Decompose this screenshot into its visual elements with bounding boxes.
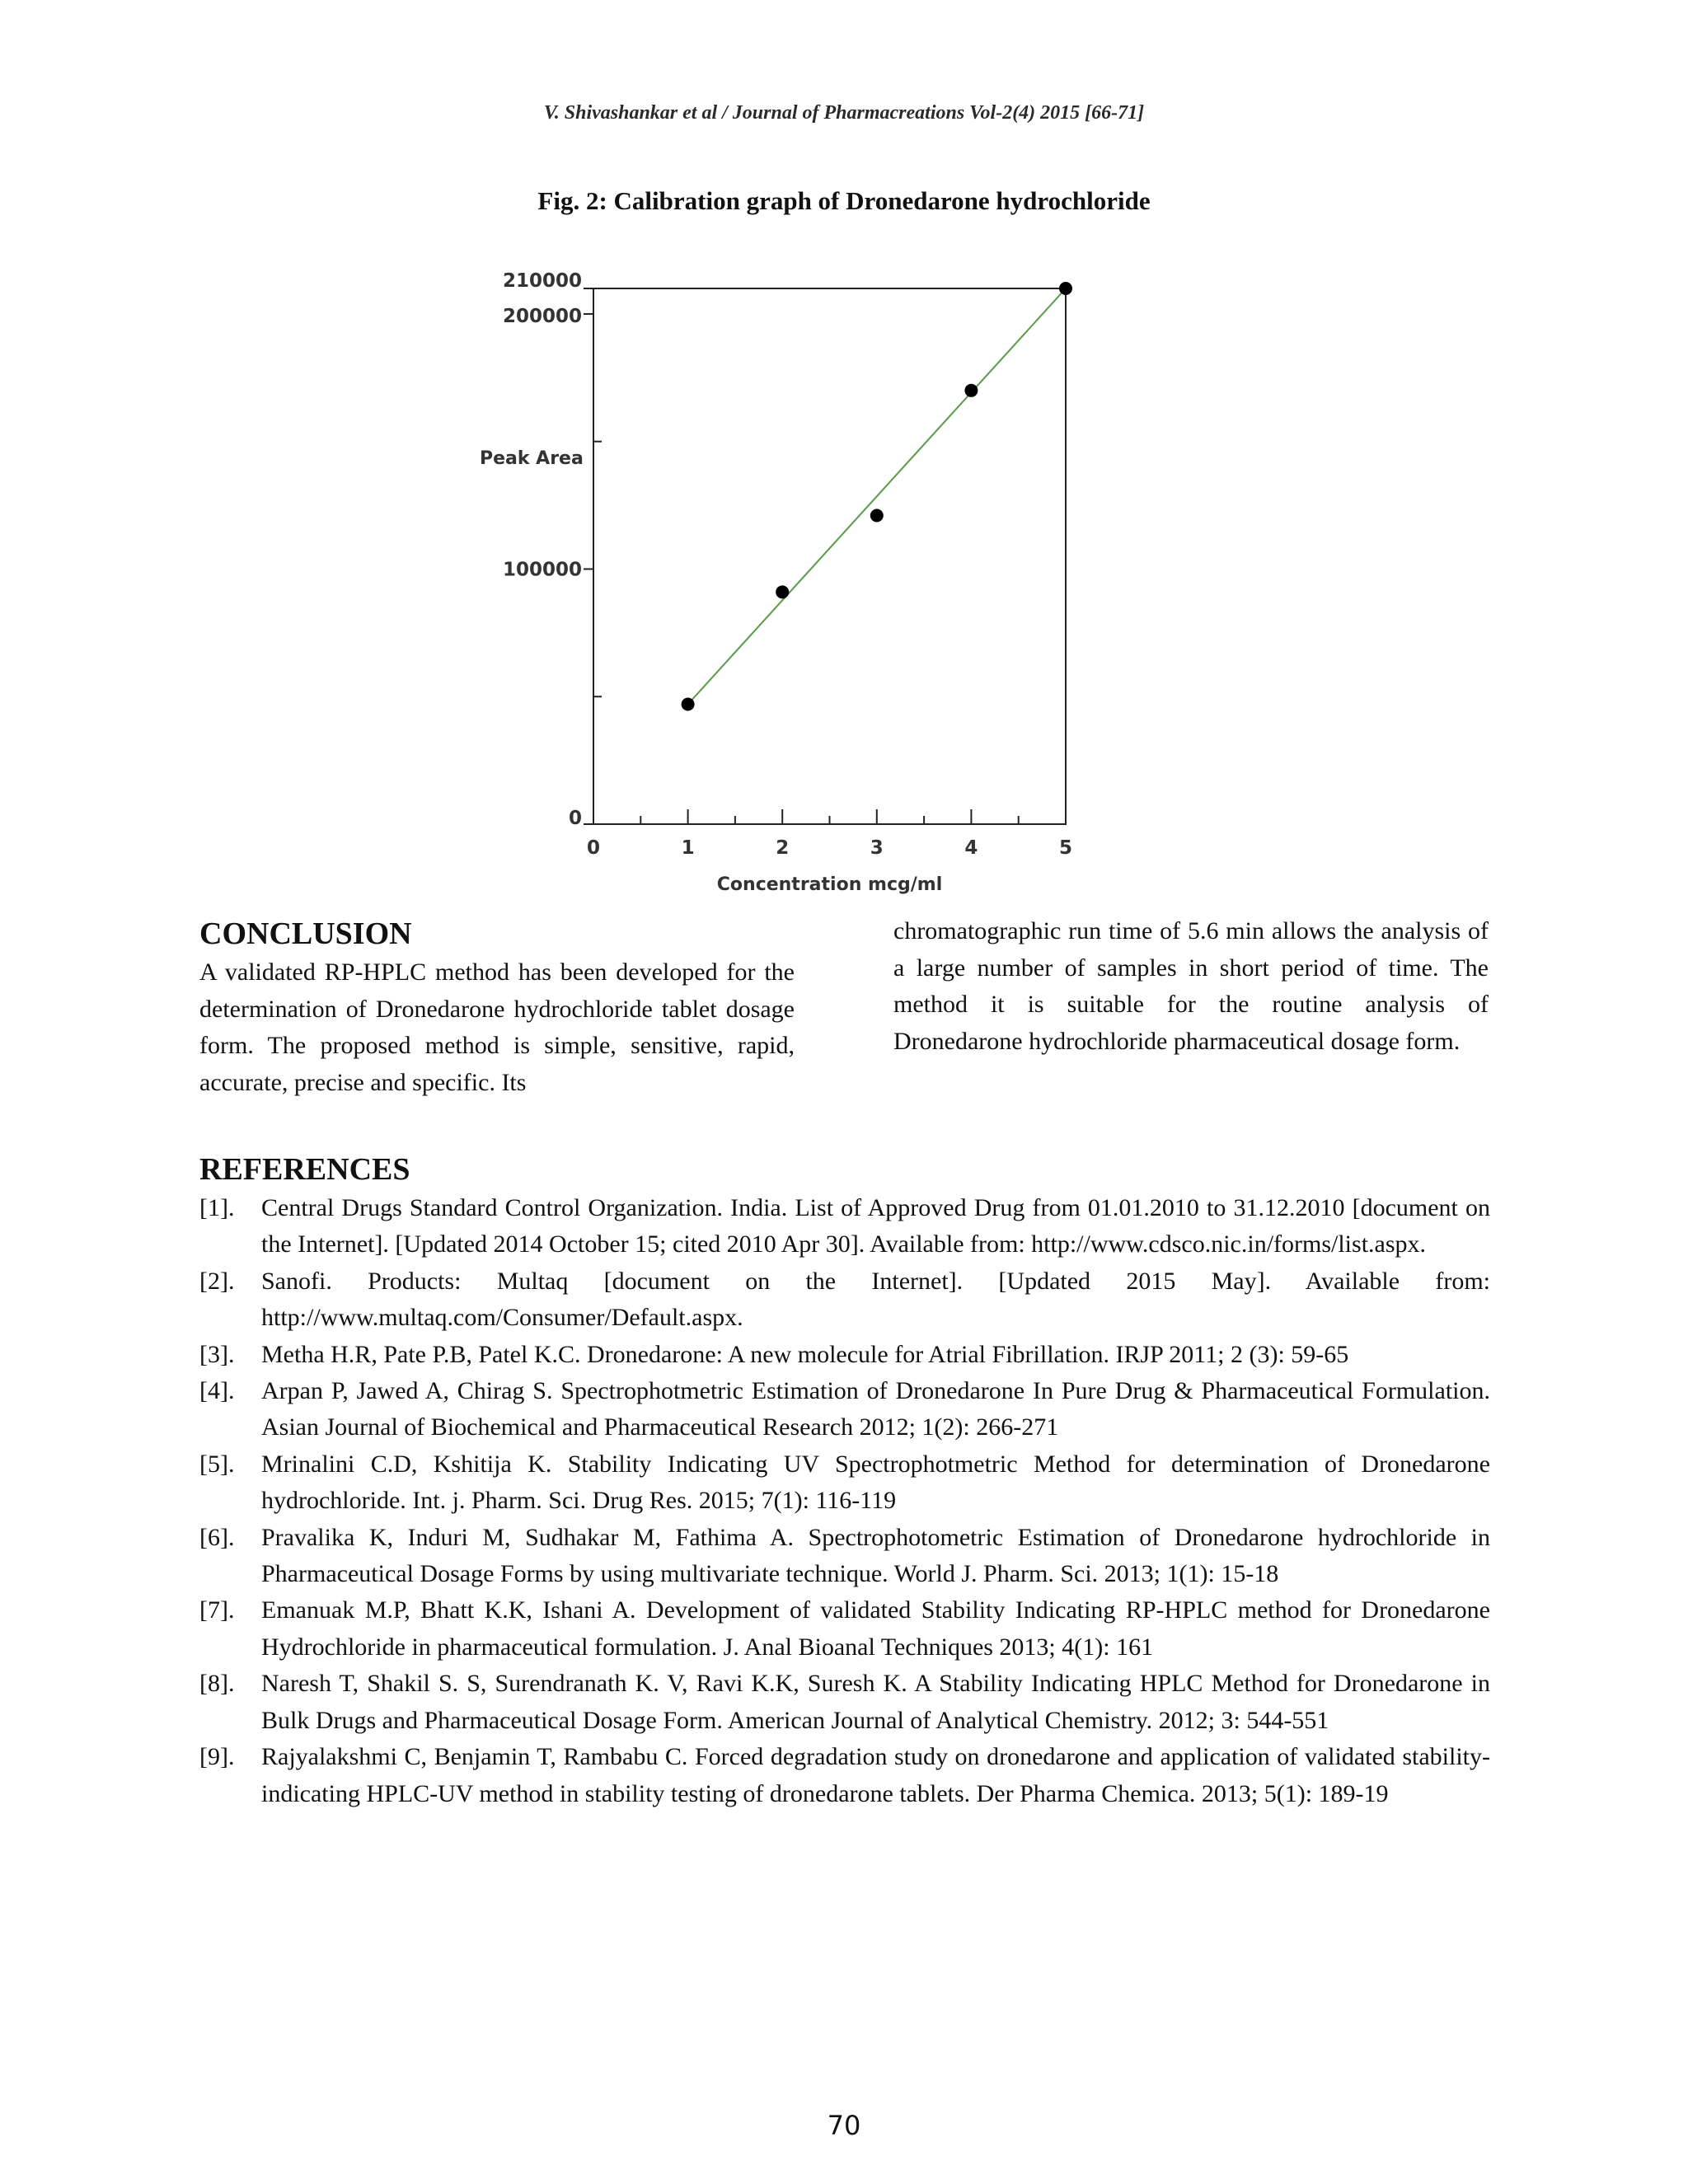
reference-item [199,1446,1490,1520]
x-tick-label: 0 [586,837,601,859]
reference-list [199,1190,1490,1812]
reference-text: Rajyalakshmi C, Benjamin T, Rambabu C. Forced degradation study on dronedarone and application of validated stability-indicating HPLC-UV method in stability testing of dronedarone tablets. Der Pharma Chemica. 2013; 5(1): 189-19 [261,1743,1490,1807]
x-tick-label: 5 [1058,837,1073,859]
reference-text: Metha H.R, Pate P.B, Patel K.C. Dronedarone: A new molecule for Atrial Fibrillation. IRJP 2011; 2 (3): 59-65 [261,1340,1349,1368]
reference-item [199,1739,1490,1812]
calibration-chart [445,264,1104,907]
running-head: V. Shivashankar et al / Journal of Pharmacreations Vol-2(4) 2015 [66-71] [543,102,1145,124]
x-axis-title: Concentration mcg/ml [716,874,943,895]
reference-text: Arpan P, Jawed A, Chirag S. Spectrophotmetric Estimation of Dronedarone In Pure Drug & Pharmaceutical Formulation. Asian Journal of Biochemical and Pharmaceutical Research 2012; 1(2): 266-271 [261,1377,1490,1441]
y-axis-title: Peak Area [480,448,584,469]
reference-text: Naresh T, Shakil S. S, Surendranath K. V, Ravi K.K, Suresh K. A Stability Indicating HPLC Method for Dronedarone in Bulk Drugs and Pharmaceutical Dosage Form. American Journal of Analytical Chemistry. 2012; 3: 544-551 [261,1670,1490,1734]
reference-number: [7]. [199,1596,235,1624]
data-point [964,384,978,397]
reference-number: [9]. [199,1743,235,1771]
conclusion-text-right: chromatographic run time of 5.6 min allows the analysis of a large number of samples in short period of time. The method it is suitable for the routine analysis of Dronedarone hydrochloride pharmaceutical dosage form. [893,917,1489,1055]
conclusion-right-column [893,913,1489,1060]
data-point [776,585,789,598]
reference-number: [3]. [199,1340,235,1368]
figure-caption: Fig. 2: Calibration graph of Dronedarone hydrochloride [537,186,1151,215]
x-tick-label: 3 [870,837,884,859]
reference-number: [2]. [199,1267,235,1295]
reference-text: Emanuak M.P, Bhatt K.K, Ishani A. Development of validated Stability Indicating RP-HPLC method for Dronedarone Hydrochloride in pharmaceutical formulation. J. Anal Bioanal Techniques 2013; 4(1): 161 [261,1596,1490,1661]
reference-number: [1]. [199,1194,235,1221]
x-tick-label: 1 [681,837,695,859]
reference-item [199,1190,1490,1263]
data-point [870,509,884,522]
reference-text: Sanofi. Products: Multaq [document on the Internet]. [Updated 2015 May]. Available from: http://www.multaq.com/Consumer/Default.aspx. [261,1267,1490,1332]
references-heading: REFERENCES [199,1152,410,1187]
reference-item [199,1337,1490,1373]
reference-text: Central Drugs Standard Control Organization. India. List of Approved Drug from 01.01.2010 to 31.12.2010 [document on the Internet]. [Updated 2014 October 15; cited 2010 Apr 30]. Available from: http://www.cdsco.nic.in/forms/list.aspx. [261,1194,1490,1258]
reference-item [199,1263,1490,1337]
data-point [682,698,695,711]
reference-number: [6]. [199,1523,235,1551]
reference-number: [8]. [199,1670,235,1698]
conclusion-left-column [199,913,795,1101]
y-tick-label: 0 [568,808,582,829]
y-tick-label: 100000 [502,559,582,581]
reference-item [199,1592,1490,1666]
page-number: 70 [827,2110,861,2141]
reference-item [199,1520,1490,1593]
conclusion-text-left: A validated RP-HPLC method has been developed for the determination of Dronedarone hydrochloride tablet dosage form. The proposed method is simple, sensitive, rapid, accurate, precise and specific. Its [199,958,795,1096]
reference-item [199,1373,1490,1446]
data-point [1059,282,1072,295]
x-tick-label: 2 [776,837,790,859]
regression-line [688,288,1066,705]
plot-frame [593,288,1066,824]
conclusion-heading: CONCLUSION [199,916,412,951]
reference-item [199,1666,1490,1739]
reference-text: Pravalika K, Induri M, Sudhakar M, Fathima A. Spectrophotometric Estimation of Dronedarone hydrochloride in Pharmaceutical Dosage Forms by using multivariate technique. World J. Pharm. Sci. 2013; 1(1): 15-18 [261,1523,1490,1588]
y-tick-label: 210000 [502,270,582,292]
reference-number: [5]. [199,1450,235,1478]
x-tick-label: 4 [964,837,978,859]
reference-number: [4]. [199,1377,235,1405]
reference-text: Mrinalini C.D, Kshitija K. Stability Indicating UV Spectrophotmetric Method for determination of Dronedarone hydrochloride. Int. j. Pharm. Sci. Drug Res. 2015; 7(1): 116-119 [261,1450,1490,1515]
y-tick-label: 200000 [502,305,582,327]
